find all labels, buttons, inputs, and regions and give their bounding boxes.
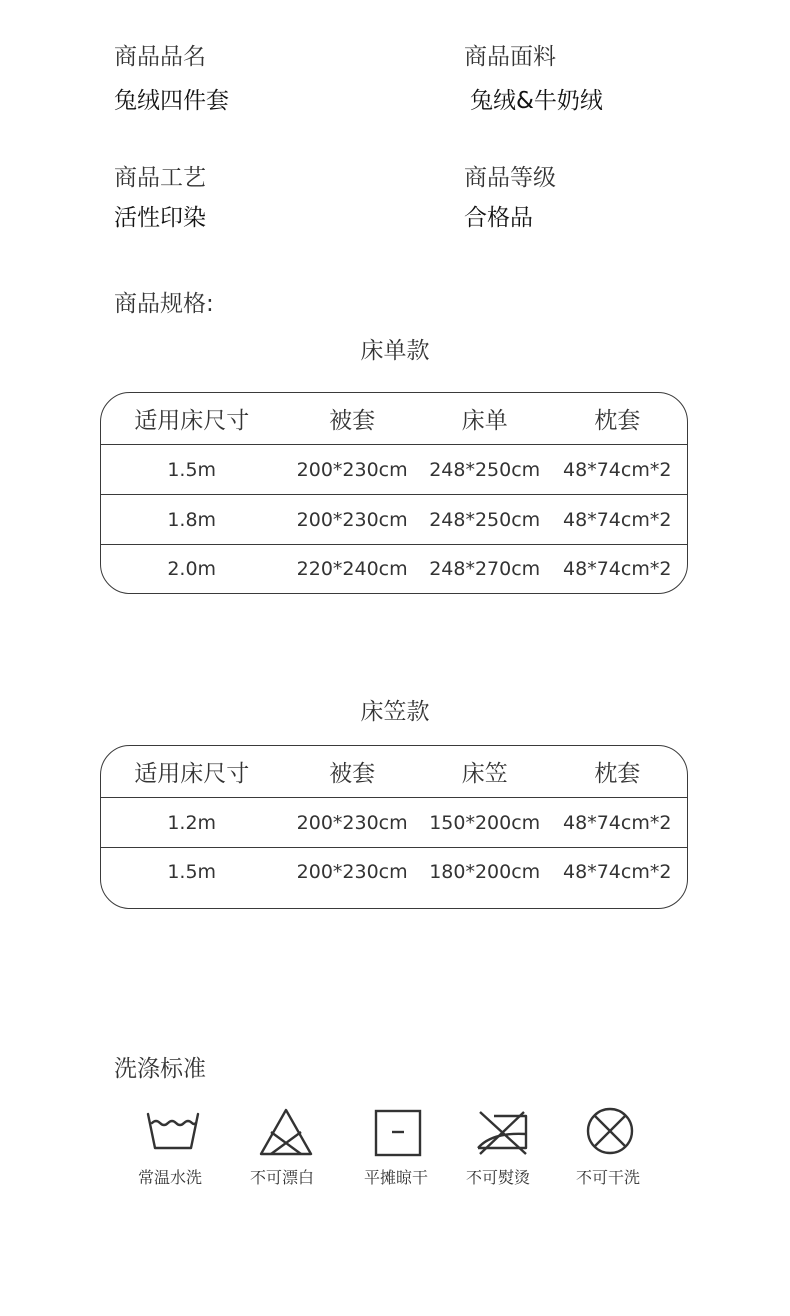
- table-cell: 2.0m: [167, 558, 217, 580]
- table-cell: 48*74cm*2: [563, 458, 672, 481]
- no-dry-clean-label: 不可干洗: [575, 1168, 640, 1187]
- table-cell: 200*230cm: [296, 508, 408, 531]
- no-iron-icon: [472, 1108, 532, 1158]
- grade-value: 合格品: [464, 205, 533, 231]
- no-bleach-icon: [256, 1106, 316, 1156]
- table-cell: 48*74cm*2: [563, 558, 672, 580]
- table-cell: 200*230cm: [296, 811, 408, 834]
- no-dry-clean-icon: [580, 1106, 640, 1156]
- table-cell: 48*74cm*2: [563, 861, 672, 883]
- wash-basin-icon: [143, 1108, 203, 1158]
- no-bleach-label: 不可漂白: [249, 1168, 314, 1187]
- table-cell: 150*200cm: [429, 811, 541, 834]
- table-cell: 220*240cm: [296, 558, 408, 580]
- table-cell: 248*250cm: [429, 508, 541, 531]
- table-cell: 48*74cm*2: [563, 811, 672, 834]
- bedsheet-spec-table: [100, 392, 688, 594]
- header-cell: 床笠: [461, 761, 508, 787]
- product-name-value: 兔绒四件套: [114, 88, 229, 114]
- table-cell: 200*230cm: [296, 458, 408, 481]
- grade-label: 商品等级: [464, 165, 556, 191]
- table-header-row: [101, 746, 687, 797]
- header-cell: 被套: [329, 761, 376, 787]
- no-iron-label: 不可熨烫: [465, 1168, 530, 1187]
- table-cell: 48*74cm*2: [563, 508, 672, 531]
- craft-value: 活性印染: [114, 205, 206, 231]
- table-cell: 1.2m: [167, 811, 217, 834]
- table-cell: 248*270cm: [429, 558, 541, 580]
- header-cell: 枕套: [594, 761, 641, 787]
- table-cell: 1.8m: [167, 508, 217, 531]
- header-cell: 适用床尺寸: [134, 761, 250, 787]
- table-row: [101, 544, 687, 593]
- header-cell: 床单: [461, 408, 508, 434]
- table-cell: 248*250cm: [429, 458, 541, 481]
- wash-title: 洗涤标准: [114, 1056, 206, 1082]
- craft-label: 商品工艺: [114, 165, 206, 191]
- table-row: [101, 847, 687, 896]
- dry-flat-icon: [368, 1108, 428, 1158]
- table-row: [101, 494, 687, 544]
- table2-title: 床笠款: [360, 699, 430, 725]
- product-name-label: 商品品名: [114, 44, 206, 70]
- table-row: [101, 797, 687, 847]
- fabric-value: 兔绒&牛奶绒: [470, 88, 603, 114]
- table-row: [101, 444, 687, 494]
- spec-label: 商品规格:: [114, 291, 214, 317]
- header-cell: 适用床尺寸: [134, 408, 250, 434]
- fitted-sheet-spec-table: [100, 745, 688, 909]
- header-cell: 被套: [329, 408, 376, 434]
- header-cell: 枕套: [594, 408, 641, 434]
- fabric-label: 商品面料: [464, 44, 556, 70]
- table-cell: 180*200cm: [429, 861, 541, 883]
- table-cell: 200*230cm: [296, 861, 408, 883]
- dry-flat-label: 平摊晾干: [363, 1168, 428, 1187]
- table-cell: 1.5m: [167, 458, 217, 481]
- table-cell: 1.5m: [167, 861, 217, 883]
- table-header-row: [101, 393, 687, 444]
- wash-label: 常温水洗: [137, 1168, 202, 1187]
- table1-title: 床单款: [360, 338, 430, 364]
